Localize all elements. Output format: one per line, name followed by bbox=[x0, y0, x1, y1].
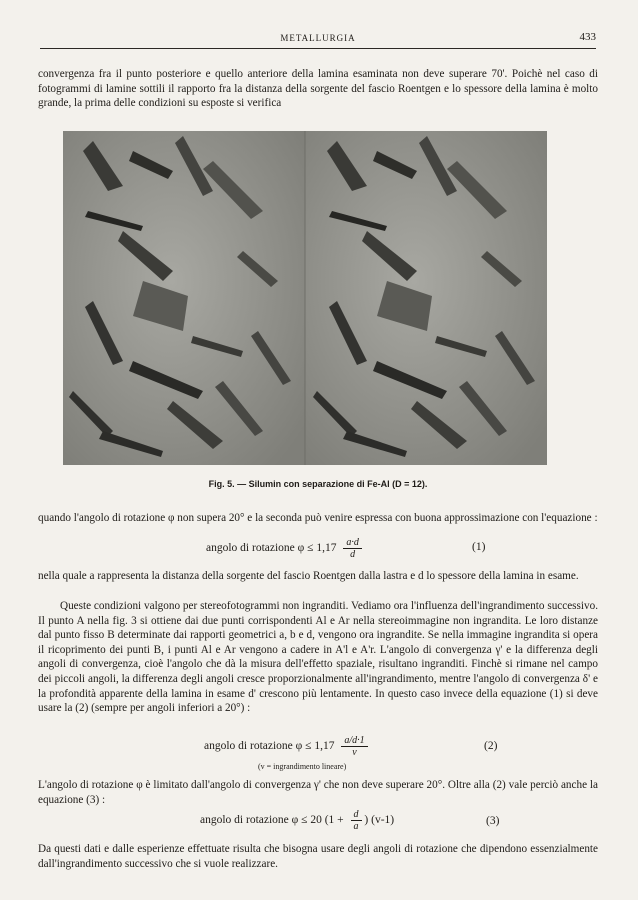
equation-1-number: (1) bbox=[472, 541, 486, 553]
equation-2 bbox=[204, 735, 368, 758]
equation-3-lhs: angolo di rotazione φ ≤ 20 (1 + bbox=[200, 814, 344, 827]
equation-2-note: (v = ingrandimento lineare) bbox=[258, 762, 347, 771]
equation-2-denominator: v bbox=[352, 747, 357, 758]
paragraph-5: L'angolo di rotazione φ è limitato dall'angolo di convergenza γ' che non deve superare 20°. Oltre alla (2) vale perciò anche la equazione (3) : bbox=[38, 779, 598, 806]
equation-1-lhs: angolo di rotazione φ ≤ 1,17 bbox=[206, 542, 337, 555]
equation-2-number: (2) bbox=[484, 740, 498, 752]
equation-3 bbox=[200, 809, 394, 832]
equation-1 bbox=[206, 537, 362, 560]
equation-2-numerator: a/d·1 bbox=[341, 735, 367, 747]
paragraph-4: Queste condizioni valgono per stereofotogrammi non ingranditi. Vediamo ora l'influenza dell'ingrandimento successivo. Il punto A nella fig. 3 si ottiene dai due punti corrispondenti Al e Ar nella stereoimmagine non ingrandita. Le loro distanze dal punto fisso B determinate dai rapporti geometrici a, b e d, vengono ora ingrandite. Se nella immagine ingrandita si opera il ricoprimento dei punti B, i punti Al e Ar vengono a cadere in A'l e A'r. L'angolo di convergenza γ' e la differenza degli angoli di convergenza, cioè l'angolo che dà la misura dell'effetto spaziale, risultano ingranditi. Finchè si rimane nel campo dei piccoli angoli, la differenza degli angoli cresce proporzionalmente all'ingrandimento, mentre l'angolo di convergenza δ' e la profondità apparente della lamina in esame d' crescono più lentamente. In questo caso invece della equazione (1) si deve usare la (2) (sempre per angoli inferiori a 20°) : bbox=[38, 600, 598, 715]
equation-1-numerator: a·d bbox=[343, 537, 362, 549]
equation-3-fraction bbox=[351, 809, 362, 832]
micrograph-image bbox=[63, 131, 547, 465]
equation-2-lhs: angolo di rotazione φ ≤ 1,17 bbox=[204, 740, 335, 753]
equation-1-fraction bbox=[343, 537, 362, 560]
running-head-title: METALLURGIA bbox=[280, 33, 356, 43]
equation-3-rhs: ) (v-1) bbox=[364, 814, 395, 827]
paragraph-1: convergenza fra il punto posteriore e quello anteriore della lamina esaminata non deve superare 70'. Poichè nel caso di fotogrammi di lamine sottili il rapporto fra la distanza della sorgente del fascio Roentgen e lo spessore della lamina è molto grande, la prima delle condizioni su esposte si verifica bbox=[38, 68, 598, 110]
paragraph-3: nella quale a rappresenta la distanza della sorgente del fascio Roentgen dalla lastra e d lo spessore della lamina in esame. bbox=[38, 570, 579, 582]
equation-3-numerator: d bbox=[351, 809, 362, 821]
page-number: 433 bbox=[579, 31, 596, 43]
stereo-micrograph-figure bbox=[63, 131, 547, 465]
equation-3-number: (3) bbox=[486, 815, 500, 827]
running-head bbox=[40, 31, 596, 47]
equation-3-denominator: a bbox=[353, 821, 359, 832]
header-rule bbox=[40, 48, 596, 49]
equation-1-denominator: d bbox=[350, 549, 356, 560]
paragraph-6: Da questi dati e dalle esperienze effettuate risulta che bisogna usare degli angoli di rotazione che dipendono essenzialmente dall'ingrandimento successivo che si vuole realizzare. bbox=[38, 843, 598, 870]
paragraph-2: quando l'angolo di rotazione φ non supera 20° e la seconda può venire espressa con buona approssimazione con l'equazione : bbox=[38, 512, 598, 524]
equation-2-fraction bbox=[341, 735, 367, 758]
figure-caption: Fig. 5. — Silumin con separazione di Fe-Al (D = 12). bbox=[208, 479, 428, 489]
